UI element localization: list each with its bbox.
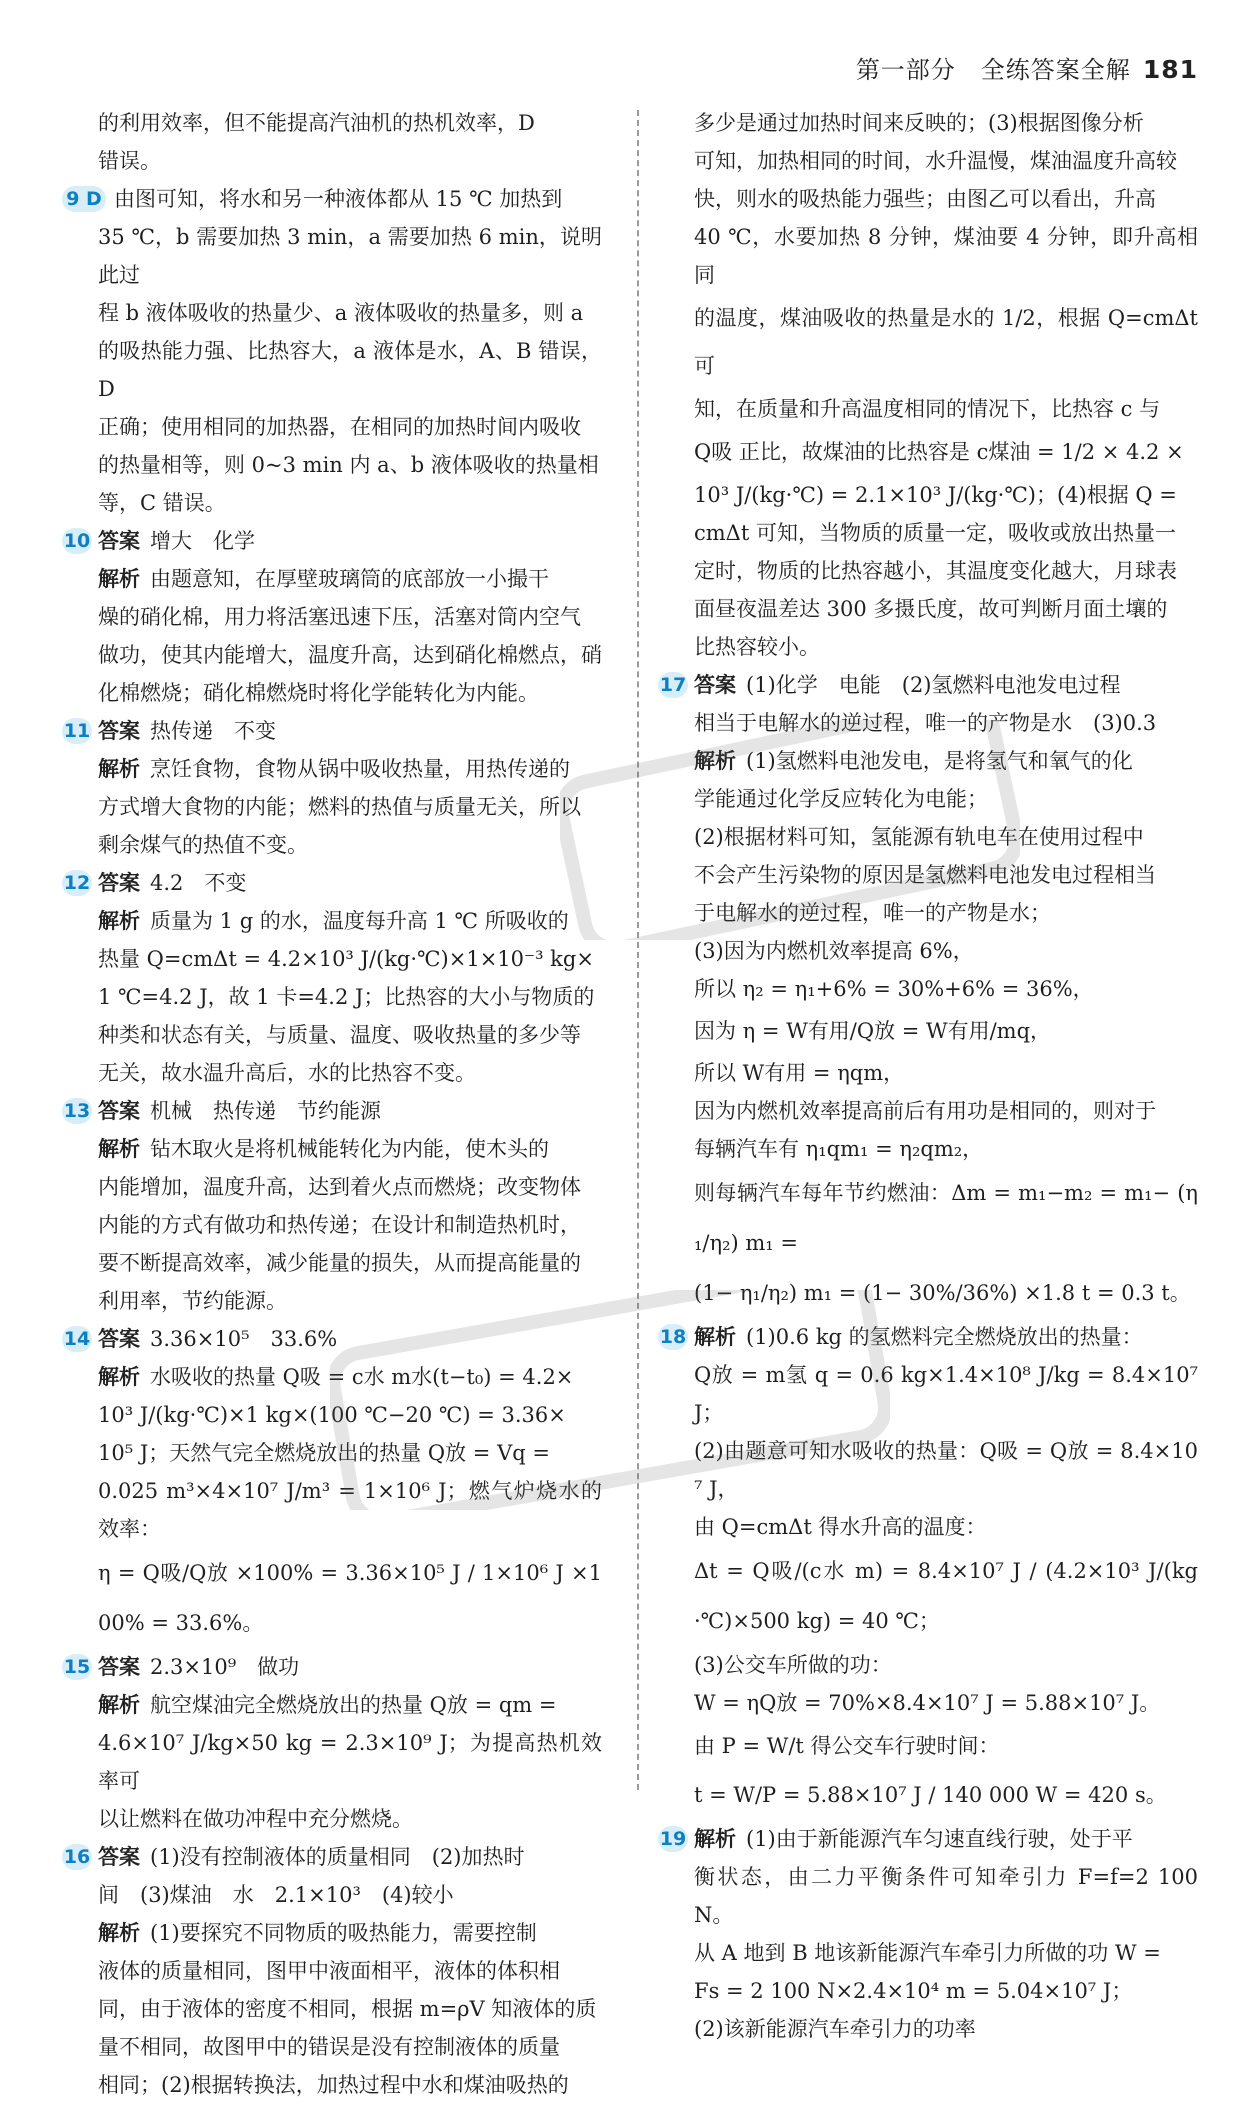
page-header [856, 50, 1198, 85]
formula-line: 则每辆汽车每年节约燃油：Δm = m₁−m₂ = m₁− (η₁/η₂) m₁ = [694, 1181, 1198, 1255]
text-line: 4.6×10⁷ J/kg×50 kg = 2.3×10⁹ J；为提高热机效率可 [98, 1731, 602, 1793]
question-number-badge: 15 [63, 1656, 91, 1678]
text-line: (1)由于新能源汽车匀速直线行驶，处于平 [746, 1827, 1133, 1851]
analysis-label: 解析 [98, 1137, 140, 1161]
text-line: 相同；(2)根据转换法，加热过程中水和煤油吸热的 [98, 2073, 569, 2097]
text-line: (1)要探究不同物质的吸热能力，需要控制 [150, 1921, 537, 1945]
answer-label: 答案 [98, 529, 140, 553]
question-13 [62, 1092, 602, 1320]
text-line: 知，在质量和升高温度相同的情况下，比热容 c 与 [694, 397, 1161, 421]
watermark-shape [560, 720, 1020, 940]
text-line: 内能的方式有做功和热传递；在设计和制造热机时， [98, 1213, 581, 1237]
text-line: 质量为 1 g 的水，温度每升高 1 ℃ 所吸收的 [150, 909, 569, 933]
question-10 [62, 522, 602, 712]
watermark-shape [330, 1290, 890, 1510]
analysis-label: 解析 [98, 1693, 140, 1717]
formula-line: 因为 η = W有用/Q放 = W有用/mq， [694, 1019, 1052, 1043]
formula-line: η = Q吸/Q放 ×100% = 3.36×10⁵ J / 1×10⁶ J ×100% = 33.6%。 [98, 1561, 602, 1635]
text-line: 的利用效率，但不能提高汽油机的热机效率，D [98, 111, 535, 135]
text-line: 1 ℃=4.2 J，故 1 卡=4.2 J；比热容的大小与物质的 [98, 985, 595, 1009]
formula-line: t = W/P = 5.88×10⁷ J / 140 000 W = 420 s。 [694, 1783, 1167, 1807]
text-line: 正确；使用相同的加热器，在相同的加热时间内吸收 [98, 415, 581, 439]
text-line: 钻木取火是将机械能转化为内能，使木头的 [150, 1137, 549, 1161]
text-line: 比热容较小。 [694, 635, 820, 659]
text-line: 因为内燃机效率提高前后有用功是相同的，则对于 [694, 1099, 1156, 1123]
text-line: 由图可知，将水和另一种液体都从 15 ℃ 加热到 [114, 187, 563, 211]
text-line: 10³ J/(kg·℃)×1 kg×(100 ℃−20 ℃) = 3.36× [98, 1403, 566, 1427]
page-number: 181 [1142, 55, 1198, 84]
text-line: 无关，故水温升高后，水的比热容不变。 [98, 1061, 476, 1085]
text-line: 从 A 地到 B 地该新能源汽车牵引力所做的功 W = [694, 1941, 1161, 1965]
text-line: 同，由于液体的密度不相同，根据 m=ρV 知液体的质 [98, 1997, 597, 2021]
analysis-label: 解析 [98, 1365, 140, 1389]
analysis-label: 解析 [98, 567, 140, 591]
question-19 [658, 1820, 1198, 2048]
answer-text: 3.36×10⁵ 33.6% [150, 1327, 338, 1351]
text-line: 水吸收的热量 Q吸 = c水 m水(t−t₀) = 4.2× [150, 1365, 574, 1389]
formula-line: Δt = Q吸/(c水 m) = 8.4×10⁷ J / (4.2×10³ J/(kg·℃)×500 kg) = 40 ℃； [694, 1559, 1198, 1633]
text-line: W = ηQ放 = 70%×8.4×10⁷ J = 5.88×10⁷ J。 [694, 1691, 1161, 1715]
continued-text [62, 104, 602, 180]
text-line: 剩余煤气的热值不变。 [98, 833, 308, 857]
text-line: 程 b 液体吸收的热量少、a 液体吸收的热量多，则 a [98, 301, 584, 325]
question-number-badge: 13 [63, 1100, 91, 1122]
text-line: 热量 Q=cmΔt = 4.2×10³ J/(kg·℃)×1×10⁻³ kg× [98, 947, 594, 971]
section-title: 第一部分 全练答案全解 [855, 56, 1131, 84]
question-9 [62, 180, 602, 522]
continued-text-16 [658, 104, 1198, 666]
question-number-badge: 9 D [62, 186, 106, 212]
text-line: 方式增大食物的内能；燃料的热值与质量无关，所以 [98, 795, 581, 819]
text-line: 40 ℃，水要加热 8 分钟，煤油要 4 分钟，即升高相同 [694, 225, 1198, 287]
formula-line: (1− η₁/η₂) m₁ = (1− 30%/36%) ×1.8 t = 0.3 t。 [694, 1281, 1191, 1305]
text-line: 面昼夜温差达 300 多摄氏度，故可判断月面土壤的 [694, 597, 1168, 621]
text-line: 0.025 m³×4×10⁷ J/m³ = 1×10⁶ J；燃气炉烧水的效率： [98, 1479, 602, 1541]
text-line: (1)氢燃料电池发电，是将氢气和氧气的化 [746, 749, 1133, 773]
text-line: (2)由题意可知水吸收的热量：Q吸 = Q放 = 8.4×10⁷ J， [694, 1439, 1198, 1501]
text-line: 所以 η₂ = η₁+6% = 30%+6% = 36%， [694, 977, 1094, 1001]
text-line: 以让燃料在做功冲程中充分燃烧。 [98, 1807, 413, 1831]
watermark-stamp-icon [330, 1290, 890, 1510]
question-15 [62, 1648, 602, 1838]
answer-text: 机械 热传递 节约能源 [150, 1099, 381, 1123]
analysis-label: 解析 [694, 749, 736, 773]
text-line: 等，C 错误。 [98, 491, 226, 515]
answer-label: 答案 [98, 1327, 140, 1351]
text-line: 要不断提高效率，减少能量的损失，从而提高能量的 [98, 1251, 581, 1275]
question-number-badge: 14 [63, 1328, 91, 1350]
answer-text: 2.3×10⁹ 做功 [150, 1655, 300, 1679]
text-line: Fs = 2 100 N×2.4×10⁴ m = 5.04×10⁷ J； [694, 1979, 1133, 2003]
answer-text: 热传递 不变 [150, 719, 276, 743]
text-line: 的温度，煤油吸收的热量是水的 1/2，根据 Q=cmΔt 可 [694, 306, 1198, 378]
answer-label: 答案 [98, 1655, 140, 1679]
text-line: Q吸 正比，故煤油的比热容是 c煤油 = 1/2 × 4.2 × [694, 440, 1184, 464]
text-line: 的热量相等，则 0~3 min 内 a、b 液体吸收的热量相 [98, 453, 599, 477]
text-line: 多少是通过加热时间来反映的；(3)根据图像分析 [694, 111, 1144, 135]
text-line: cmΔt 可知，当物质的质量一定，吸收或放出热量一 [694, 521, 1176, 545]
answer-label: 答案 [98, 1099, 140, 1123]
answer-text: 增大 化学 [150, 529, 255, 553]
text-line: (1)0.6 kg 的氢燃料完全燃烧放出的热量： [746, 1325, 1143, 1349]
text-line: 内能增加，温度升高，达到着火点而燃烧；改变物体 [98, 1175, 581, 1199]
text-line: 利用率，节约能源。 [98, 1289, 287, 1313]
question-number-badge: 17 [659, 674, 687, 696]
text-line: 衡状态，由二力平衡条件可知牵引力 F=f=2 100 N。 [694, 1865, 1198, 1927]
text-line: 可知，加热相同的时间，水升温慢，煤油温度升高较 [694, 149, 1177, 173]
answer-label: 答案 [694, 673, 736, 697]
question-12 [62, 864, 602, 1092]
text-line: 化棉燃烧；硝化棉燃烧时将化学能转化为内能。 [98, 681, 539, 705]
answer-text: 间 (3)煤油 水 2.1×10³ (4)较小 [98, 1883, 454, 1907]
answer-label: 答案 [98, 1845, 140, 1869]
column-divider [637, 110, 639, 1790]
formula-line: 由 P = W/t 得公交车行驶时间： [694, 1734, 1000, 1758]
answer-label: 答案 [98, 719, 140, 743]
analysis-label: 解析 [98, 757, 140, 781]
question-number-badge: 10 [63, 530, 91, 552]
text-line: (2)该新能源汽车牵引力的功率 [694, 2017, 976, 2041]
text-line: 所以 W有用 = ηqm， [694, 1061, 905, 1085]
text-line: 快，则水的吸热能力强些；由图乙可以看出，升高 [694, 187, 1156, 211]
text-line: 做功，使其内能增大，温度升高，达到硝化棉燃点，硝 [98, 643, 602, 667]
text-line: Q放 = m氢 q = 0.6 kg×1.4×10⁸ J/kg = 8.4×10⁷ J； [694, 1363, 1198, 1425]
text-line: 定时，物质的比热容越小，其温度变化越大，月球表 [694, 559, 1177, 583]
text-line: 燥的硝化棉，用力将活塞迅速下压，活塞对筒内空气 [98, 605, 581, 629]
text-line: 错误。 [98, 149, 161, 173]
analysis-label: 解析 [98, 1921, 140, 1945]
text-line: 量不相同，故图甲中的错误是没有控制液体的质量 [98, 2035, 560, 2059]
text-line: 10³ J/(kg·℃) = 2.1×10³ J/(kg·℃)；(4)根据 Q = [694, 483, 1177, 507]
analysis-label: 解析 [694, 1827, 736, 1851]
text-line: 由 Q=cmΔt 得水升高的温度： [694, 1515, 987, 1539]
question-number-badge: 16 [63, 1846, 91, 1868]
text-line: 10⁵ J；天然气完全燃烧放出的热量 Q放 = Vq = [98, 1441, 550, 1465]
text-line: 由题意知，在厚壁玻璃筒的底部放一小撮干 [150, 567, 549, 591]
watermark-stamp-icon [560, 720, 1020, 940]
text-line: (3)公交车所做的功： [694, 1653, 892, 1677]
text-line: 种类和状态有关，与质量、温度、吸收热量的多少等 [98, 1023, 581, 1047]
question-number-badge: 18 [659, 1326, 687, 1348]
left-column [62, 104, 602, 2104]
text-line: 每辆汽车有 η₁qm₁ = η₂qm₂， [694, 1137, 984, 1161]
analysis-label: 解析 [694, 1325, 736, 1349]
question-16 [62, 1838, 602, 2104]
text-line: 的吸热能力强、比热容大，a 液体是水，A、B 错误，D [98, 339, 602, 401]
right-column [658, 104, 1198, 2048]
question-11 [62, 712, 602, 864]
question-number-badge: 11 [63, 720, 91, 742]
answer-label: 答案 [98, 871, 140, 895]
text-line: 35 ℃，b 需要加热 3 min，a 需要加热 6 min，说明此过 [98, 225, 602, 287]
text-line: 学能通过化学反应转化为电能； [694, 787, 988, 811]
text-line: (3)因为内燃机效率提高 6%， [694, 939, 974, 963]
text-line: 液体的质量相同，图甲中液面相平，液体的体积相 [98, 1959, 560, 1983]
text-line: 航空煤油完全燃烧放出的热量 Q放 = qm = [150, 1693, 557, 1717]
text-line: 不会产生污染物的原因是氢燃料电池发电过程相当 [694, 863, 1156, 887]
question-number-badge: 12 [63, 872, 91, 894]
answer-text: (1)化学 电能 (2)氢燃料电池发电过程 [746, 673, 1121, 697]
text-line: 烹饪食物，食物从锅中吸收热量，用热传递的 [150, 757, 570, 781]
answer-text: 4.2 不变 [150, 871, 247, 895]
answer-text: 相当于电解水的逆过程，唯一的产物是水 (3)0.3 [694, 711, 1157, 735]
answer-text: (1)没有控制液体的质量相同 (2)加热时 [150, 1845, 525, 1869]
question-number-badge: 19 [659, 1828, 687, 1850]
analysis-label: 解析 [98, 909, 140, 933]
text-line: 于电解水的逆过程，唯一的产物是水； [694, 901, 1051, 925]
text-line: (2)根据材料可知，氢能源有轨电车在使用过程中 [694, 825, 1144, 849]
